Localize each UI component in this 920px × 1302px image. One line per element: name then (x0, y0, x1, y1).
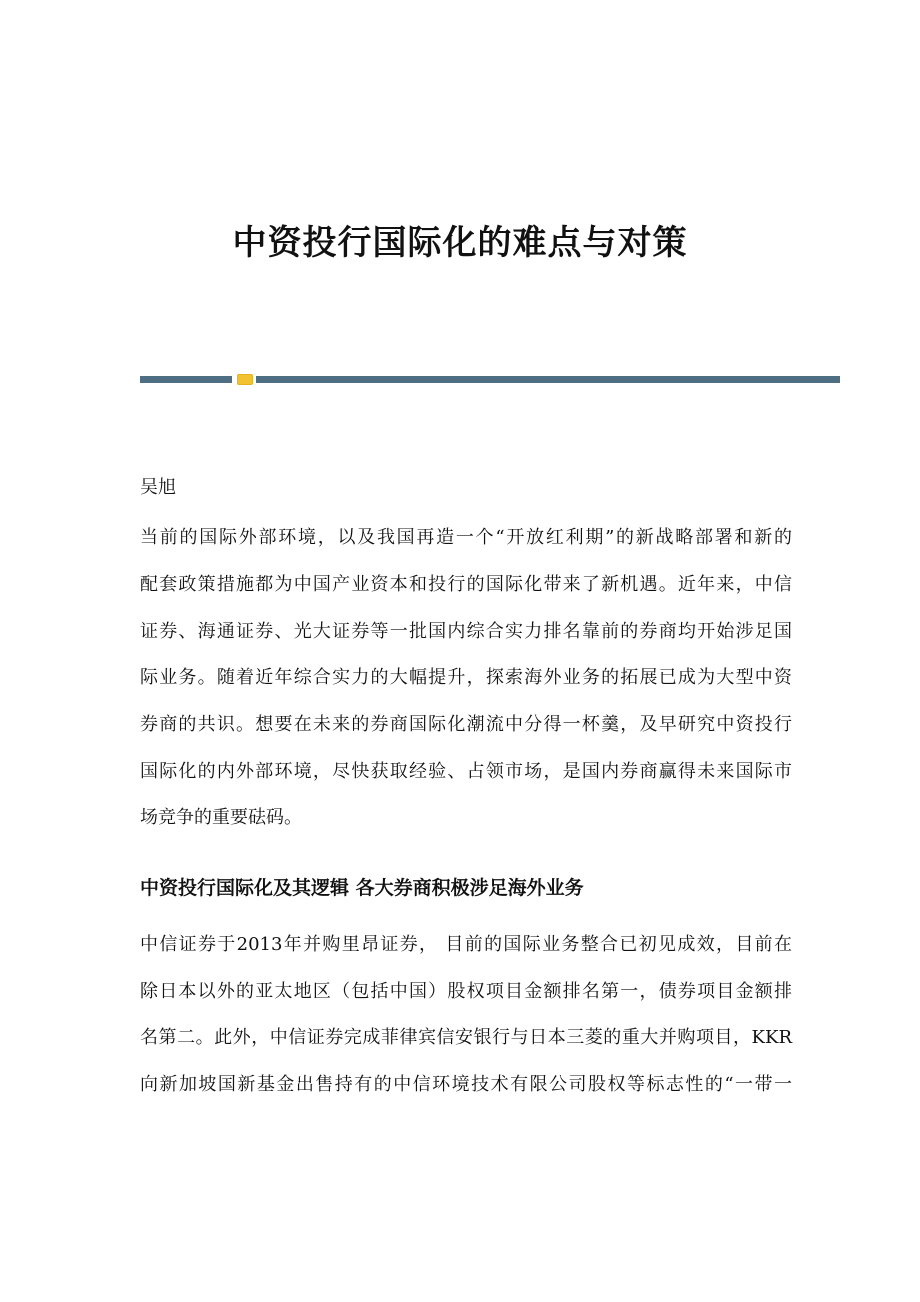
title-divider-right (256, 376, 840, 383)
section-heading: 中资投行国际化及其逻辑 各大券商积极涉足海外业务 (140, 877, 584, 899)
paragraph-line: 场竞争的重要砝码。 (140, 807, 302, 828)
paragraph-line: 际业务。随着近年综合实力的大幅提升，探索海外业务的拓展已成为大型中资 (140, 667, 792, 688)
divider-ornament-icon (237, 374, 253, 385)
paragraph-line: 名第二。此外，中信证券完成菲律宾信安银行与日本三菱的重大并购项目，KKR (140, 1027, 792, 1048)
author: 吴旭 (140, 477, 176, 498)
paragraph-line: 券商的共识。想要在未来的券商国际化潮流中分得一杯羹，及早研究中资投行 (140, 714, 792, 735)
paragraph-line: 中信证券于2013年并购里昂证券， 目前的国际业务整合已初见成效，目前在 (140, 934, 792, 955)
paragraph-line: 证券、海通证券、光大证券等一批国内综合实力排名靠前的券商均开始涉足国 (140, 621, 792, 642)
document-title: 中资投行国际化的难点与对策 (232, 223, 688, 263)
paragraph-line: 国际化的内外部环境，尽快获取经验、占领市场，是国内券商赢得未来国际市 (140, 761, 792, 782)
paragraph-line: 向新加坡国新基金出售持有的中信环境技术有限公司股权等标志性的“一带一 (140, 1074, 792, 1095)
paragraph-line: 当前的国际外部环境，以及我国再造一个“开放红利期”的新战略部署和新的 (140, 527, 792, 548)
paragraph-line: 配套政策措施都为中国产业资本和投行的国际化带来了新机遇。近年来，中信 (140, 574, 792, 595)
paragraph-line: 除日本以外的亚太地区（包括中国）股权项目金额排名第一，债券项目金额排 (140, 981, 792, 1002)
title-divider-left (140, 376, 232, 383)
